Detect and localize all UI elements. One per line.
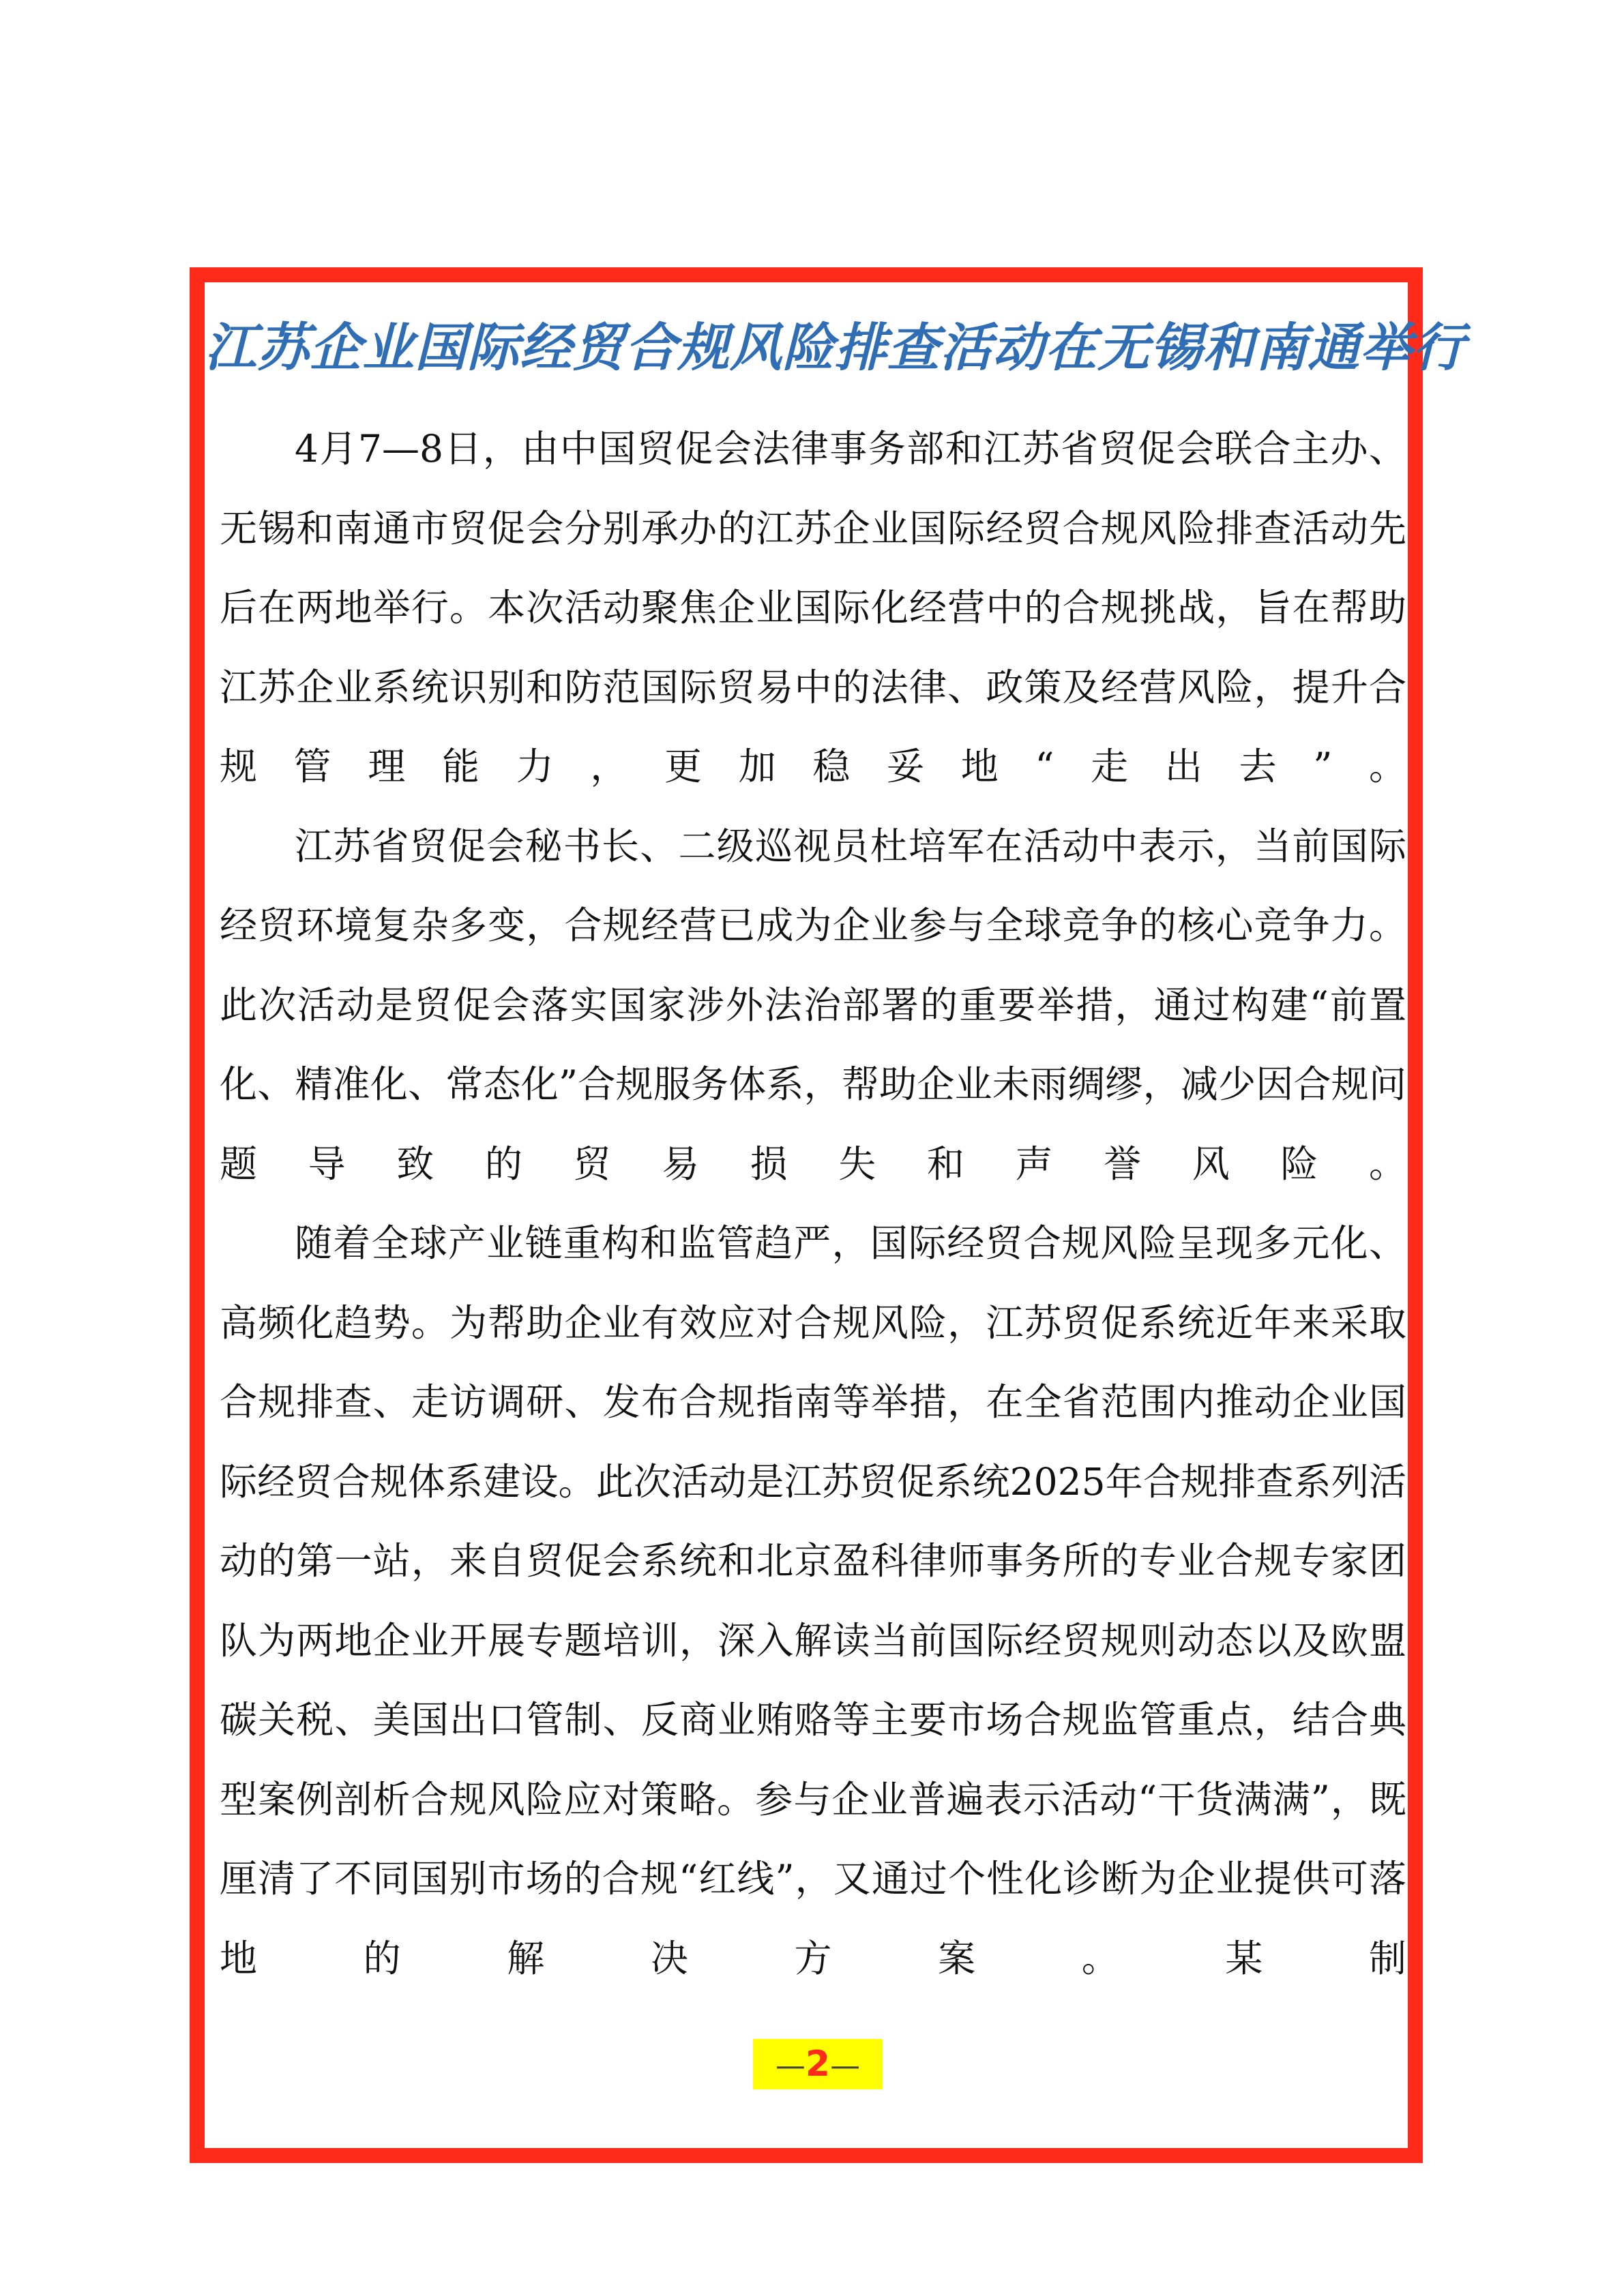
page-dash-right: —	[830, 2048, 861, 2083]
article-title: 江苏企业国际经贸合规风险排查活动在无锡和南通举行	[205, 317, 1465, 378]
page-dash-left: —	[775, 2048, 806, 2083]
page-number: 2	[805, 2044, 831, 2085]
paragraph-2: 江苏省贸促会秘书长、二级巡视员杜培军在活动中表示，当前国际经贸环境复杂多变，合规经营已成为企业参与全球竞争的核心竞争力。此次活动是贸促会落实国家涉外法治部署的重要举措，通过构建“前置化、精准化、常态化”合规服务体系，帮助企业未雨绸缪，减少因合规问题导致的贸易损失和声誉风险。	[220, 824, 1406, 1186]
page-number-badge	[753, 2039, 883, 2089]
paragraph-1: 4月7—8日，由中国贸促会法律事务部和江苏省贸促会联合主办、无锡和南通市贸促会分别承办的江苏企业国际经贸合规风险排查活动先后在两地举行。本次活动聚焦企业国际化经营中的合规挑战，旨在帮助江苏企业系统识别和防范国际贸易中的法律、政策及经营风险，提升合规管理能力，更加稳妥地“走出去”。	[220, 427, 1406, 788]
paragraph-3: 随着全球产业链重构和监管趋严，国际经贸合规风险呈现多元化、高频化趋势。为帮助企业有效应对合规风险，江苏贸促系统近年来采取合规排查、走访调研、发布合规指南等举措，在全省范围内推动企业国际经贸合规体系建设。此次活动是江苏贸促系统2025年合规排查系列活动的第一站，来自贸促会系统和北京盈科律师事务所的专业合规专家团队为两地企业开展专题培训，深入解读当前国际经贸规则动态以及欧盟碳关税、美国出口管制、反商业贿赂等主要市场合规监管重点，结合典型案例剖析合规风险应对策略。参与企业普遍表示活动“干货满满”，既厘清了不同国别市场的合规“红线”，又通过个性化诊断为企业提供可落地的解决方案。某制	[220, 1221, 1406, 1980]
article-body	[220, 409, 1406, 1998]
